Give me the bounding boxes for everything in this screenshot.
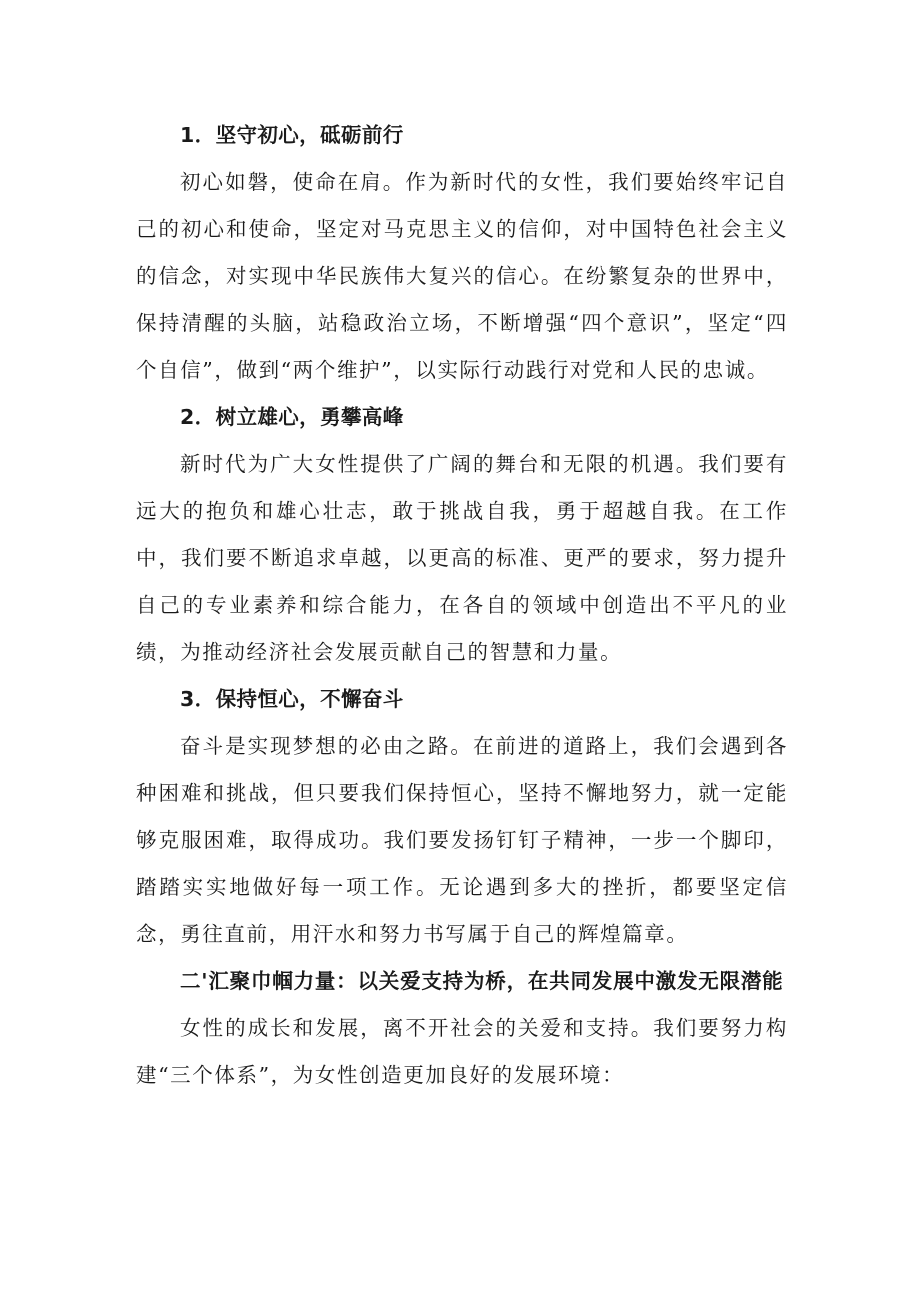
subheading-3: 3．保持恒心，不懈奋斗 [180, 687, 404, 711]
subheading-1: 1．坚守初心，砥砺前行 [180, 123, 404, 147]
document-page [136, 112, 788, 1099]
section-two-heading: 二'汇聚巾帼力量：以关爱支持为桥，在共同发展中激发无限潜能 [180, 969, 784, 993]
paragraph-1: 初心如磐，使命在肩。作为新时代的女性，我们要始终牢记自己的初心和使命，坚定对马克思主义的信仰，对中国特色社会主义的信念，对实现中华民族伟大复兴的信心。在纷繁复杂的世界中，保持清醒的头脑，站稳政治立场，不断增强“四个意识”，坚定“四个自信”，做到“两个维护”，以实际行动践行对党和人民的忠诚。 [136, 170, 788, 382]
subheading-2: 2．树立雄心，勇攀高峰 [180, 405, 404, 429]
paragraph-3: 奋斗是实现梦想的必由之路。在前进的道路上，我们会遇到各种困难和挑战，但只要我们保持恒心，坚持不懈地努力，就一定能够克服困难，取得成功。我们要发扬钉钉子精神，一步一个脚印，踏踏实实地做好每一项工作。无论遇到多大的挫折，都要坚定信念，勇往直前，用汗水和努力书写属于自己的辉煌篇章。 [136, 734, 788, 946]
paragraph-2: 新时代为广大女性提供了广阔的舞台和无限的机遇。我们要有远大的抱负和雄心壮志，敢于挑战自我，勇于超越自我。在工作中，我们要不断追求卓越，以更高的标准、更严的要求，努力提升自己的专业素养和综合能力，在各自的领域中创造出不平凡的业绩，为推动经济社会发展贡献自己的智慧和力量。 [136, 452, 788, 664]
section-two-paragraph: 女性的成长和发展，离不开社会的关爱和支持。我们要努力构建“三个体系”，为女性创造更加良好的发展环境： [136, 1016, 788, 1087]
